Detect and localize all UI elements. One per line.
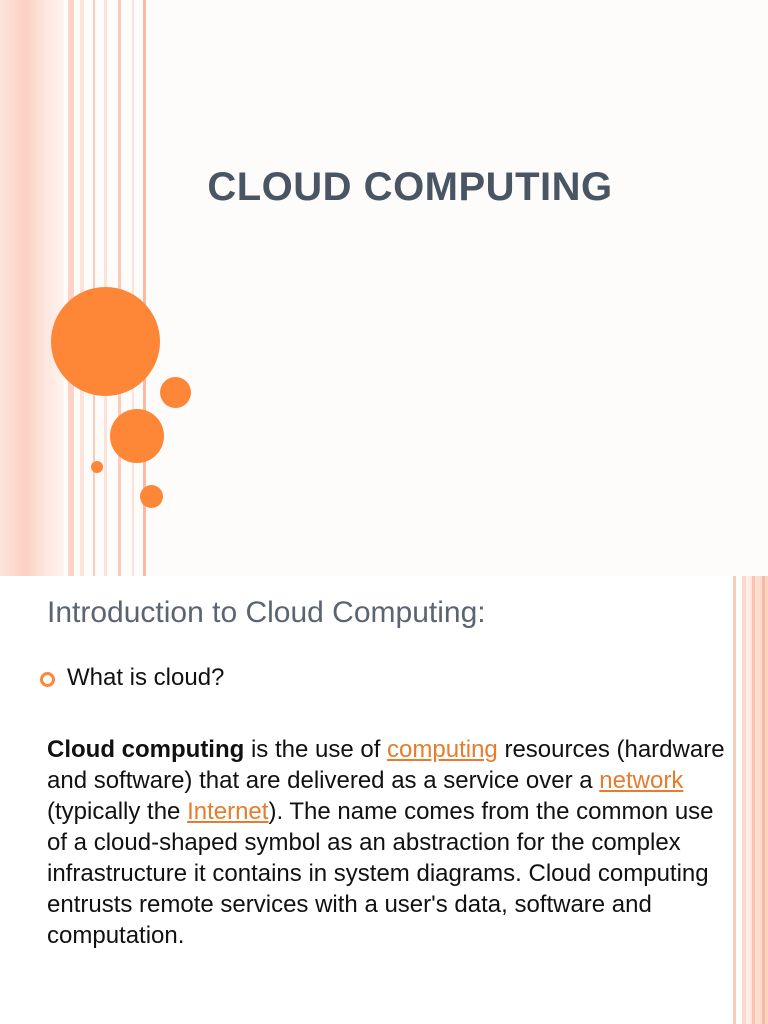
medium-circle-decoration	[110, 409, 164, 463]
left-gradient-band	[0, 0, 64, 576]
slide-title: CLOUD COMPUTING	[207, 165, 613, 209]
small-circle-decoration	[140, 485, 163, 508]
definition-paragraph	[47, 734, 737, 951]
bullet-item	[40, 664, 224, 692]
paragraph-text: (typically the	[47, 798, 188, 825]
content-slide	[0, 576, 768, 1024]
paragraph-text: ). The name comes from the common use of a cloud-shaped symbol as an abstraction for the complex infrastructure it contains in system diagrams. Cloud computing entrusts remote services with a user's data, software and computation.	[47, 798, 714, 949]
bullet-circle-icon	[40, 672, 55, 687]
large-circle-decoration	[51, 287, 160, 396]
stripe	[80, 0, 84, 576]
slide-heading: Introduction to Cloud Computing:	[47, 596, 486, 629]
stripe	[68, 0, 74, 576]
network-link[interactable]: network	[599, 767, 684, 794]
stripe	[742, 576, 746, 1024]
bullet-text: What is cloud?	[67, 664, 225, 691]
stripe	[752, 576, 755, 1024]
tiny-circle-decoration	[91, 461, 103, 473]
small-circle-decoration	[160, 377, 191, 408]
stripe	[132, 0, 134, 576]
paragraph-text: is the use of	[244, 736, 388, 763]
paragraph-text: resources (hardware and software) that are delivered as a service over a	[47, 736, 725, 794]
computing-link[interactable]: computing	[387, 736, 498, 763]
stripe	[762, 576, 765, 1024]
bold-term: Cloud computing	[47, 736, 245, 763]
internet-link[interactable]: Internet	[187, 798, 269, 825]
